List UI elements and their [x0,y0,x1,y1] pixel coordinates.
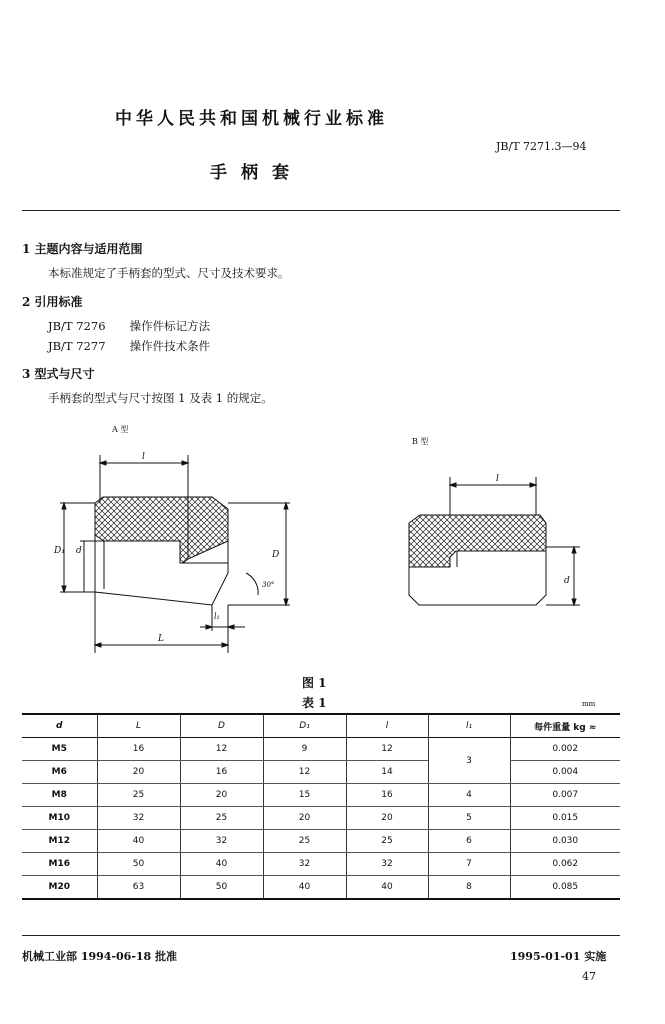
table-cell: 12 [263,761,346,784]
reference-title: 操作件标记方法 [129,319,211,333]
table-cell: 50 [180,876,263,900]
section-1-heading: 1 主题内容与适用范围 [22,242,143,256]
table-cell: 5 [428,807,510,830]
table-cell: 25 [180,807,263,830]
table-cell: 40 [180,853,263,876]
table-cell: 8 [428,876,510,900]
table-cell: 32 [180,830,263,853]
table-cell: 32 [263,853,346,876]
dim-label-angle: 30° [262,581,275,589]
table-cell: 16 [97,738,180,761]
table-cell: 20 [346,807,428,830]
table-cell: 20 [97,761,180,784]
column-header: L [97,714,180,738]
table-cell: 40 [346,876,428,900]
footer-divider [22,935,620,936]
handle-sleeve-drawing [0,415,665,665]
table-cell: 15 [263,784,346,807]
table-row [22,784,620,807]
table-cell: 0.004 [510,761,620,784]
table-caption: 表 1 [302,696,327,710]
table-row [22,738,620,761]
table-cell: 20 [263,807,346,830]
dim-label-d: d [76,546,82,556]
dim-label-l: l [142,452,145,462]
column-header: d [22,714,97,738]
table-cell: 7 [428,853,510,876]
document-title: 手柄套 [210,163,303,183]
type-b-label: B 型 [412,437,429,446]
figure-caption: 图 1 [302,676,327,690]
type-a-drawing [60,455,290,653]
page-number: 47 [582,970,596,983]
dim-label-D1: D₁ [54,546,65,556]
column-header: D [180,714,263,738]
table-cell: 40 [263,876,346,900]
table-cell: 16 [180,761,263,784]
section-2-heading: 2 引用标准 [22,295,83,309]
section-3-text: 手柄套的型式与尺寸按图 1 及表 1 的规定。 [48,391,273,405]
table-cell: 0.015 [510,807,620,830]
table-cell: M10 [22,807,97,830]
table-cell: M6 [22,761,97,784]
column-header: l [346,714,428,738]
dim-label-L: L [158,634,164,644]
table-cell: M8 [22,784,97,807]
column-header: l₁ [428,714,510,738]
section-3-heading: 3 型式与尺寸 [22,367,95,381]
table-cell: M5 [22,738,97,761]
approval-note: 机械工业部 1994-06-18 批准 [22,950,178,963]
table-cell: 32 [97,807,180,830]
table-cell: 25 [346,830,428,853]
table-cell: 25 [263,830,346,853]
column-header: D₁ [263,714,346,738]
reference-code: JB/T 7277 [48,339,106,353]
standard-number: JB/T 7271.3—94 [496,140,587,153]
dim-label-D: D [272,550,280,560]
header-divider [22,210,620,211]
table-cell: 0.002 [510,738,620,761]
table-row [22,761,620,784]
dimension-table [22,713,620,900]
table-row [22,853,620,876]
table-cell: 4 [428,784,510,807]
table-cell: M20 [22,876,97,900]
table-cell: 50 [97,853,180,876]
table-cell: M16 [22,853,97,876]
table-header-row [22,714,620,738]
standard-organization: 中华人民共和国机械行业标准 [115,109,388,129]
reference-code: JB/T 7276 [48,319,106,333]
table-cell: M12 [22,830,97,853]
table-cell: 14 [346,761,428,784]
table-cell: 3 [428,738,510,784]
table-cell: 20 [180,784,263,807]
column-header: 每件重量 kg ≈ [510,714,620,738]
reference-item [48,338,210,354]
table-cell: 63 [97,876,180,900]
type-a-label: A 型 [112,425,129,434]
table-unit: mm [582,700,596,708]
table-row [22,807,620,830]
type-b-drawing [409,477,580,605]
implementation-date: 1995-01-01 实施 [510,950,607,963]
table-cell: 9 [263,738,346,761]
table-row [22,876,620,900]
dim-label-d-b: d [564,576,570,586]
dim-label-l1: l₁ [214,612,220,621]
table-cell: 40 [97,830,180,853]
table-cell: 12 [346,738,428,761]
section-1-text: 本标准规定了手柄套的型式、尺寸及技术要求。 [48,266,290,280]
table-cell: 16 [346,784,428,807]
table-cell: 32 [346,853,428,876]
table-cell: 6 [428,830,510,853]
table-cell: 0.007 [510,784,620,807]
table-cell: 0.062 [510,853,620,876]
reference-item [48,318,210,334]
dim-label-l-b: l [496,474,499,484]
table-cell: 0.085 [510,876,620,900]
table-cell: 0.030 [510,830,620,853]
table-row [22,830,620,853]
table-cell: 12 [180,738,263,761]
reference-title: 操作件技术条件 [129,339,211,353]
table-cell: 25 [97,784,180,807]
